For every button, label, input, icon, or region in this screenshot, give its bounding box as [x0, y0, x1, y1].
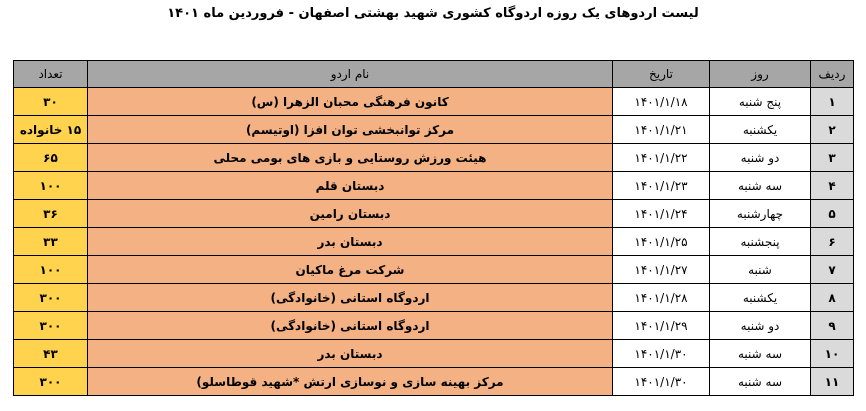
row-day: چهارشنبه [710, 200, 811, 228]
table-row [14, 144, 854, 172]
row-count: ۱۵ خانواده [14, 116, 88, 144]
table-row [14, 172, 854, 200]
row-date: ۱۴۰۱/۱/۲۸ [613, 284, 710, 312]
row-date: ۱۴۰۱/۱/۲۵ [613, 228, 710, 256]
row-count: ۳۰۰ [14, 284, 88, 312]
row-index: ۶ [811, 228, 854, 256]
row-count: ۳۰۰ [14, 368, 88, 396]
row-date: ۱۴۰۱/۱/۲۳ [613, 172, 710, 200]
row-camp-name: کانون فرهنگی محبان الزهرا (س) [88, 88, 613, 116]
table-row [14, 340, 854, 368]
header-row [14, 61, 854, 88]
row-date: ۱۴۰۱/۱/۲۱ [613, 116, 710, 144]
row-date: ۱۴۰۱/۱/۳۰ [613, 340, 710, 368]
table-row [14, 228, 854, 256]
row-count: ۳۶ [14, 200, 88, 228]
row-count: ۳۰۰ [14, 312, 88, 340]
row-camp-name: دبستان بدر [88, 228, 613, 256]
header-idx: ردیف [811, 61, 854, 88]
row-index: ۱۱ [811, 368, 854, 396]
row-count: ۱۰۰ [14, 256, 88, 284]
table-row [14, 116, 854, 144]
row-day: شنبه [710, 256, 811, 284]
header-day: روز [710, 61, 811, 88]
row-index: ۷ [811, 256, 854, 284]
row-count: ۳۳ [14, 228, 88, 256]
table-row [14, 284, 854, 312]
table-row [14, 200, 854, 228]
row-date: ۱۴۰۱/۱/۳۰ [613, 368, 710, 396]
row-day: پنج شنبه [710, 88, 811, 116]
row-date: ۱۴۰۱/۱/۲۹ [613, 312, 710, 340]
row-day: یکشنبه [710, 116, 811, 144]
row-day: سه شنبه [710, 368, 811, 396]
row-camp-name: دبستان بدر [88, 340, 613, 368]
row-index: ۱۰ [811, 340, 854, 368]
row-day: دو شنبه [710, 144, 811, 172]
table-row [14, 256, 854, 284]
row-count: ۳۰ [14, 88, 88, 116]
row-index: ۳ [811, 144, 854, 172]
header-count: تعداد [14, 61, 88, 88]
row-day: پنجشنبه [710, 228, 811, 256]
row-date: ۱۴۰۱/۱/۱۸ [613, 88, 710, 116]
row-count: ۶۵ [14, 144, 88, 172]
page-title: لیست اردوهای یک روزه اردوگاه کشوری شهید بهشتی اصفهان - فروردین ماه ۱۴۰۱ [167, 6, 699, 21]
row-day: سه شنبه [710, 340, 811, 368]
table-row [14, 368, 854, 396]
row-day: سه شنبه [710, 172, 811, 200]
row-date: ۱۴۰۱/۱/۲۷ [613, 256, 710, 284]
row-index: ۵ [811, 200, 854, 228]
row-date: ۱۴۰۱/۱/۲۴ [613, 200, 710, 228]
row-count: ۴۳ [14, 340, 88, 368]
row-index: ۲ [811, 116, 854, 144]
row-camp-name: مرکز توانبخشی توان افزا (اوتیسم) [88, 116, 613, 144]
row-camp-name: اردوگاه استانی (خانوادگی) [88, 312, 613, 340]
row-camp-name: دبستان رامین [88, 200, 613, 228]
row-date: ۱۴۰۱/۱/۲۲ [613, 144, 710, 172]
row-day: یکشنبه [710, 284, 811, 312]
header-date: تاریخ [613, 61, 710, 88]
row-camp-name: مرکز بهینه سازی و نوسازی ارتش *شهید قوطاسلو) [88, 368, 613, 396]
row-camp-name: هیئت ورزش روستایی و بازی های بومی محلی [88, 144, 613, 172]
table-row [14, 312, 854, 340]
row-index: ۴ [811, 172, 854, 200]
row-camp-name: شرکت مرغ ماکیان [88, 256, 613, 284]
row-camp-name: دبستان قلم [88, 172, 613, 200]
header-name: نام اردو [88, 61, 613, 88]
row-index: ۱ [811, 88, 854, 116]
schedule-table [13, 60, 854, 396]
row-camp-name: اردوگاه استانی (خانوادگی) [88, 284, 613, 312]
row-count: ۱۰۰ [14, 172, 88, 200]
row-index: ۸ [811, 284, 854, 312]
row-index: ۹ [811, 312, 854, 340]
row-day: دو شنبه [710, 312, 811, 340]
table-row [14, 88, 854, 116]
